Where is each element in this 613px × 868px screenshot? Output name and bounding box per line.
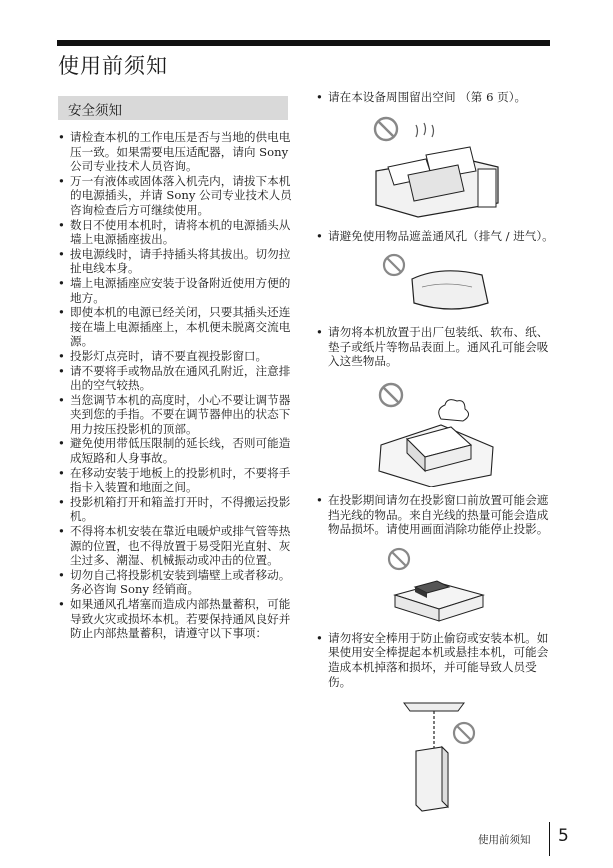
list-item: • 即使本机的电源已经关闭，只要其插头还连接在墙上电源插座上，本机便未脱离交流电源。 xyxy=(58,305,294,349)
list-item: • 请不要将手或物品放在通风孔附近，注意排出的空气较热。 xyxy=(58,364,294,393)
page-number: 5 xyxy=(558,826,569,846)
prohibited-icon xyxy=(454,723,474,743)
section-header xyxy=(58,96,288,120)
list-item: • 避免使用带低压限制的延长线，否则可能造成短路和人身事故。 xyxy=(58,436,294,465)
list-item: • 请勿将本机放置于出厂包装纸、软布、纸、垫子或纸片等物品表面上。通风孔可能会吸入这些物品。 xyxy=(316,325,556,369)
security-bar-figure xyxy=(386,695,486,813)
list-item: • 请在本设备周围留出空间 （第 6 页）。 xyxy=(316,90,556,105)
list-item: • 墙上电源插座应安装于设备附近使用方便的地方。 xyxy=(58,276,294,305)
page-title: 使用前须知 xyxy=(58,54,168,78)
list-item: • 不得将本机安装在靠近电暖炉或排气管等热源的位置，也不得放置于易受阳光直射、灰尘过多、潮湿、机械振动或冲击的位置。 xyxy=(58,524,294,568)
prohibited-icon xyxy=(389,549,409,569)
covered-vent-figure xyxy=(376,249,496,319)
list-item: • 当您调节本机的高度时，小心不要让调节器夹到您的手指。不要在调节器伸出的状态下用力按压投影机的顶部。 xyxy=(58,393,294,437)
list-item: • 如果通风孔堵塞而造成内部热量蓄积，可能导致火灾或损坏本机。若要保持通风良好并防止内部热量蓄积，请遵守以下事项： xyxy=(58,597,294,641)
prohibited-icon xyxy=(384,255,404,275)
prohibited-icon xyxy=(375,118,397,140)
footer-divider xyxy=(549,822,550,856)
footer-label: 使用前须知 xyxy=(478,834,531,846)
list-item: • 拔电源线时，请手持插头将其拔出。切勿拉扯电线本身。 xyxy=(58,247,294,276)
blocked-lens-figure xyxy=(381,543,491,625)
list-item: • 请检查本机的工作电压是否与当地的供电电压一致。如果需要电压适配器，请向 Sony 公司专业技术人员咨询。 xyxy=(58,130,294,174)
section-title: 安全须知 xyxy=(68,103,122,119)
list-item: • 在投影期间请勿在投影窗口前放置可能会遮挡光线的物品。来自光线的热量可能会造成物品损坏。请使用画面消除功能停止投影。 xyxy=(316,493,556,537)
list-item: • 万一有液体或固体落入机壳内，请拔下本机的电源插头，并请 Sony 公司专业技术人员咨询检查后方可继续使用。 xyxy=(58,174,294,218)
right-column xyxy=(316,90,556,813)
list-item: • 请避免使用物品遮盖通风孔（排气 / 进气）。 xyxy=(316,229,556,244)
soft-surface-figure xyxy=(371,375,501,487)
list-item: • 请勿将安全棒用于防止偷窃或安装本机。如果使用安全棒提起本机或悬挂本机，可能会造成本机掉落和损坏，并可能导致人员受伤。 xyxy=(316,631,556,689)
safety-list xyxy=(58,130,294,641)
top-rule xyxy=(57,40,550,46)
list-item: • 投影机箱打开和箱盖打开时，不得搬运投影机。 xyxy=(58,495,294,524)
prohibited-icon xyxy=(380,384,402,406)
list-item: • 在移动安装于地板上的投影机时，不要将手指卡入装置和地面之间。 xyxy=(58,466,294,495)
list-item: • 数日不使用本机时，请将本机的电源插头从墙上电源插座拔出。 xyxy=(58,218,294,247)
list-item: • 切勿自己将投影机安装到墙壁上或者移动。务必咨询 Sony 经销商。 xyxy=(58,568,294,597)
list-item: • 投影灯点亮时，请不要直视投影窗口。 xyxy=(58,349,294,364)
projector-clearance-figure xyxy=(366,111,506,223)
